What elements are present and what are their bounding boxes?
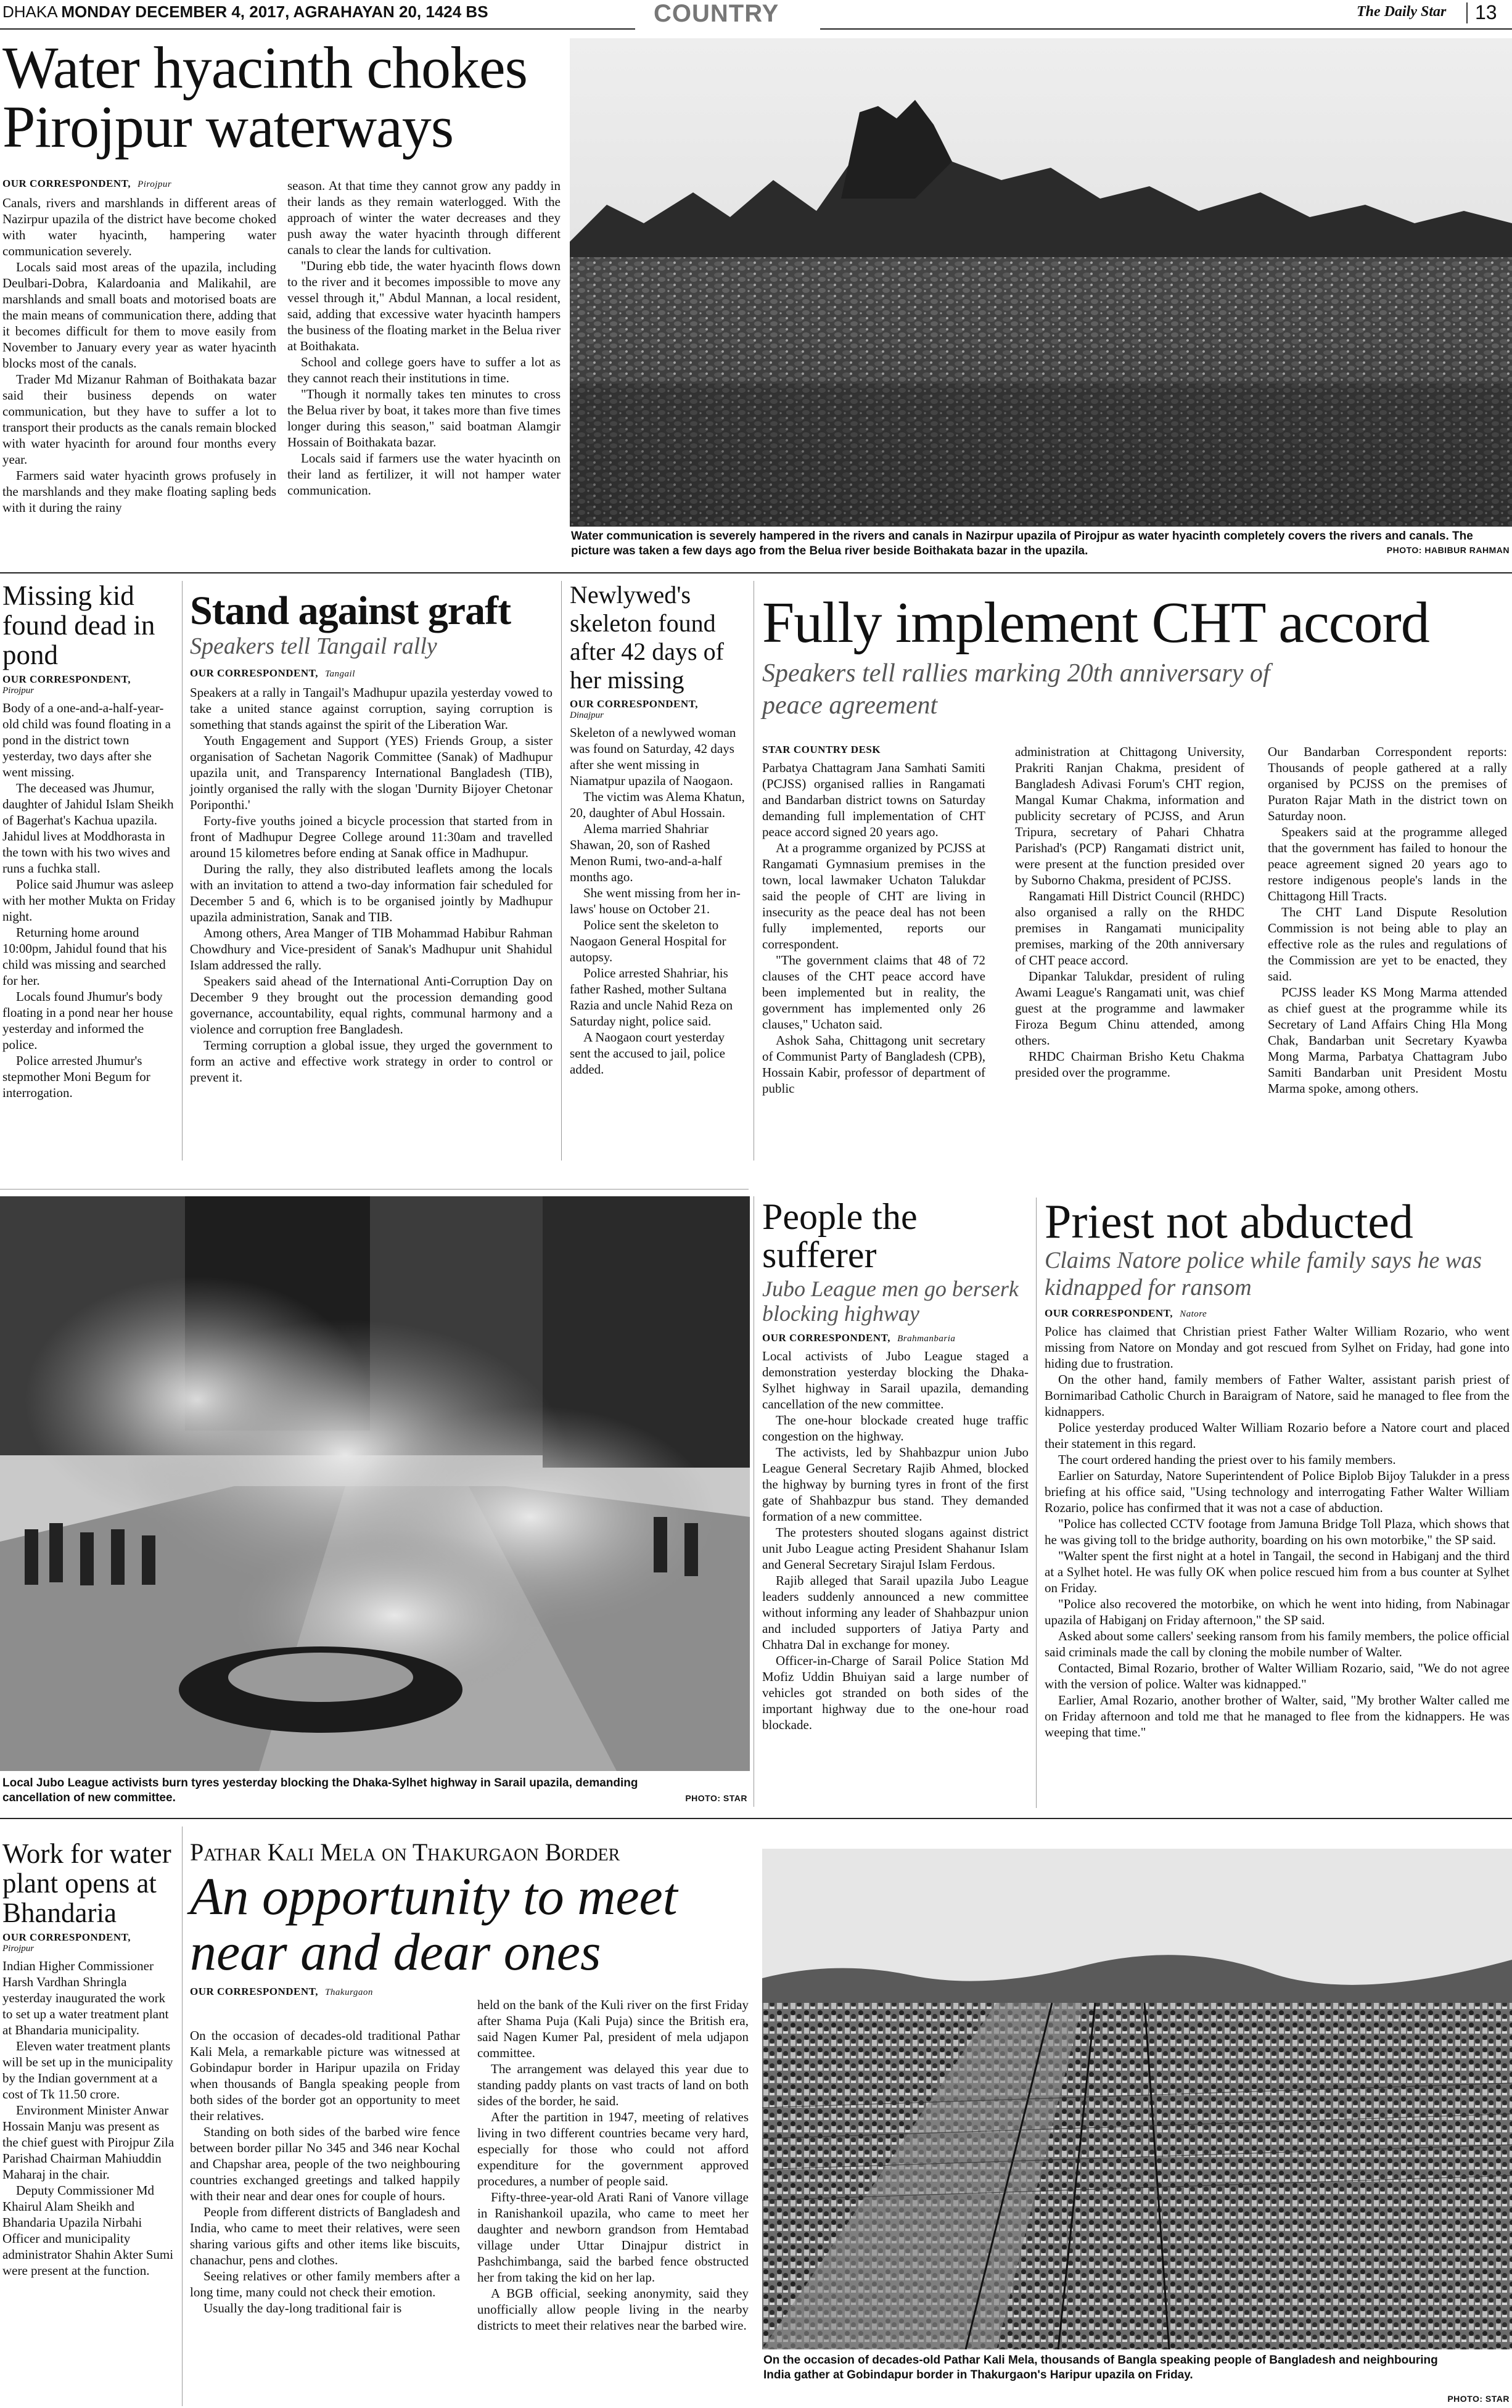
paragraph: During the rally, they also distributed leaflets among the locals with an invitation to attend a two-day information fair scheduled for December 5 and 6, which is to be organised jointly by Madhupur upazila administration, Sanak and TIB. bbox=[190, 861, 553, 924]
column-rule bbox=[182, 1827, 183, 2406]
cht-col1 bbox=[762, 760, 985, 1096]
column-rule bbox=[182, 581, 183, 1161]
headline-cht: Fully implement CHT accord bbox=[762, 591, 1429, 655]
photo-hyacinth bbox=[570, 38, 1512, 527]
paragraph: On the occasion of decades-old traditional Pathar Kali Mela, a remarkable picture was witnessed at Gobindapur border in Haripur upazila on Friday when thousands of Bangla speaking people from both sides of the border got an opportunity to meet their relatives. bbox=[190, 2028, 460, 2123]
masthead-rule bbox=[0, 28, 635, 30]
article-sufferer bbox=[762, 1198, 1029, 1733]
paragraph: Standing on both sides of the barbed wire fence between border pillar No 345 and 346 near Kochal and Chapshar area, people of the two neighbouring countries exchanged greetings and talked happily with their near and dear ones for couple of hours. bbox=[190, 2124, 460, 2203]
headline-water-plant: Work for water plant opens at Bhandaria bbox=[2, 1838, 171, 1928]
paragraph: Our Bandarban Correspondent reports: Thousands of people gathered at a rally organised by PCJSS on the premises of Puraton Rajar Math in the district town on Saturday noon. bbox=[1268, 744, 1507, 823]
mela-col1 bbox=[190, 2028, 460, 2316]
deck-graft: Speakers tell Tangail rally bbox=[190, 633, 437, 659]
mela-col2 bbox=[477, 1997, 749, 2333]
water-plant-body bbox=[2, 1958, 177, 2279]
paragraph: Usually the day-long traditional fair is bbox=[203, 2301, 402, 2316]
caption-mela: On the occasion of decades-old Pathar Kali Mela, thousands of Bangla speaking people of Bangladesh and neighbouring India gather at Gobindapur border in Thakurgaon's Haripur upazila on Friday. bbox=[763, 2354, 1438, 2381]
paragraph: Locals said most areas of the upazila, including Deulbari-Dobra, Kalardoania and Malikahil, are marshlands and small boats and motorised boats are the main means of communication there, adding that it becomes difficult for them to move easily from November to January every year as water hyacinth blocks most of the canals. bbox=[2, 260, 276, 371]
paragraph: Environment Minister Anwar Hossain Manju was present as the chief guest with Pirojpur Zila Parishad Chairman Mahiuddin Maharaj in the chair. bbox=[2, 2103, 175, 2182]
paragraph: Seeing relatives or other family members after a long time, many could not check their emotion. bbox=[190, 2269, 460, 2299]
credit-tyres: PHOTO: STAR bbox=[685, 1793, 747, 1803]
paragraph: Trader Md Mizanur Rahman of Boithakata bazar said their business depends on water communication, but they have to suffer a lot to transport their products as the canals remain blocked with water hyacinth for around four months every year. bbox=[2, 372, 276, 467]
section-rule bbox=[0, 572, 1512, 573]
priest-body bbox=[1045, 1323, 1510, 1740]
photo-tyres bbox=[0, 1196, 750, 1771]
graft-body bbox=[190, 684, 553, 1085]
paragraph: Police yesterday produced Walter William Rozario before a Natore court and placed their statement in this regard. bbox=[1045, 1420, 1510, 1451]
headline-hyacinth: Water hyacinth chokes Pirojpur waterways bbox=[2, 35, 527, 160]
byline-hyacinth bbox=[2, 178, 274, 190]
paragraph: The protesters shouted slogans against district unit Jubo League acting President Shahanur Islam and General Secretary Sirajul Islam Ferdous. bbox=[762, 1525, 1029, 1572]
deck-sufferer: Jubo League men go berserk blocking highway bbox=[762, 1276, 1019, 1326]
paragraph: PCJSS leader KS Mong Marma attended as chief guest at the programme while its Secretary of Land Affairs Ching Hla Mong Chak, Bandarban unit Secretary Kyawba Mong Marma, Parbatya Chattagram Jubo Samiti Bandarban unit President Mostu Marma spoke, among others. bbox=[1268, 985, 1507, 1096]
headline-missing-kid: Missing kid found dead in pond bbox=[2, 580, 155, 670]
credit-hyacinth: PHOTO: HABIBUR RAHMAN bbox=[1386, 545, 1510, 555]
paragraph: Indian Higher Commissioner Harsh Vardhan Shringla yesterday inaugurated the work to set up a water treatment plant at Bhandaria municipality. bbox=[2, 1958, 169, 2037]
border-crowd-photo bbox=[762, 1849, 1512, 2349]
paragraph: Speakers said ahead of the International Anti-Corruption Day on December 9 they brought out the procession demanding good governance, accountability, equal rights, communal harmony and a violence and corruption free Bangladesh. bbox=[190, 974, 553, 1037]
article-water-plant bbox=[2, 1839, 177, 2279]
photo-mela bbox=[762, 1849, 1512, 2349]
credit-mela: PHOTO: STAR bbox=[1447, 2394, 1510, 2404]
paragraph: The deceased was Jhumur, daughter of Jahidul Islam Sheikh of Bagerhat's Kachua upazila. Jahidul lives at Moddhorasta in the town with his two wives and runs a fuchka stall. bbox=[2, 781, 174, 876]
paragraph: The CHT Land Dispute Resolution Commission is not being able to play an effective role as the rules and regulations of the Commission are yet to be enacted, they said. bbox=[1268, 905, 1507, 984]
paragraph: Terming corruption a global issue, they urged the government to form an active and effective work strategy in order to control or prevent it. bbox=[190, 1038, 553, 1085]
headline-graft: Stand against graft bbox=[190, 588, 511, 633]
paragraph: The victim was Alema Khatun, 20, daughter of Abul Hossain. bbox=[570, 789, 745, 820]
paragraph: Canals, rivers and marshlands in different areas of Nazirpur upazila of the district have become choked with water hyacinth, hampering water communication severely. bbox=[2, 195, 276, 258]
byline-location: Pirojpur bbox=[2, 686, 35, 696]
paragraph: Alema married Shahriar Shawan, 20, son of Rashed Menon Rumi, two-and-a-half months ago. bbox=[570, 821, 722, 884]
sufferer-body bbox=[762, 1348, 1029, 1733]
article-hyacinth bbox=[2, 35, 561, 569]
deck-cht: Speakers tell rallies marking 20th anniversary of peace agreement bbox=[762, 659, 1270, 720]
kicker-mela: Pathar Kali Mela on Thakurgaon Border bbox=[190, 1838, 620, 1866]
byline-text: OUR CORRESPONDENT, bbox=[1045, 1307, 1173, 1319]
paragraph: Speakers said at the programme alleged that the government has failed to honour the peace agreement signed 20 years ago to restore indigenous people's lands in the Chittagong Hill Tracts. bbox=[1268, 824, 1507, 903]
paragraph: Youth Engagement and Support (YES) Friends Group, a sister organisation of Sachetan Nagorik Committee (Sanak) of Madhupur upazila unit, and Transparency International Bangladesh (TIB), jointly organised the rally with the slogan 'Durnity Bijoyer Chetonar Poriponthi.' bbox=[190, 733, 553, 812]
paragraph: RHDC Chairman Brisho Ketu Chakma presided over the programme. bbox=[1015, 1049, 1244, 1080]
paragraph: Ashok Saha, Chittagong unit secretary of Communist Party of Bangladesh (CPB), Hossain Kabir, professor of department of public bbox=[762, 1033, 985, 1096]
paragraph: Fifty-three-year-old Arati Rani of Vanore village in Ranishankoil upazila, who came to meet her daughter and newborn grandson from Hemtabad village under Uttar Dinajpur district in Pashchimbanga, said the barbed fence obstructed her from taking the kid on her lap. bbox=[477, 2190, 749, 2285]
missing-kid-body bbox=[2, 700, 177, 1101]
paragraph: Eleven water treatment plants will be set up in the municipality by the Indian government at a cost of Tk 11.50 crore. bbox=[2, 2039, 173, 2102]
paragraph: The court ordered handing the priest over to his family members. bbox=[1058, 1452, 1396, 1467]
article-priest bbox=[1045, 1196, 1510, 1740]
paragraph: "The government claims that 48 of 72 clauses of the CHT peace accord have been implemented but in reality, the government has implemented only 26 clauses," Uchaton said. bbox=[762, 953, 985, 1032]
headline-mela: An opportunity to meet near and dear ones bbox=[190, 1867, 678, 1981]
headline-priest: Priest not abducted bbox=[1045, 1194, 1413, 1248]
byline-location: Pirojpur bbox=[138, 179, 172, 189]
article-cht bbox=[762, 592, 1510, 1172]
article-missing-kid bbox=[2, 581, 177, 1101]
headline-sufferer: People the sufferer bbox=[762, 1196, 918, 1275]
cht-col3 bbox=[1268, 744, 1507, 1096]
byline-text: OUR CORRESPONDENT, bbox=[762, 1332, 890, 1344]
section-label: COUNTRY bbox=[654, 0, 779, 27]
byline-location: Dinajpur bbox=[570, 710, 604, 720]
paragraph: Dipankar Talukdar, president of ruling Awami League's Rangamati unit, was chief guest at the programme and lawmaker Firoza Begum Chinu attended, among others. bbox=[1015, 969, 1244, 1048]
paragraph: Farmers said water hyacinth grows profusely in the marshlands and they make floating sapling beds with it during the rainy bbox=[2, 468, 276, 515]
article-graft bbox=[190, 590, 553, 1085]
paragraph: Returning home around 10:00pm, Jahidul found that his child was missing and searched for her. bbox=[2, 925, 167, 988]
column-rule bbox=[1036, 1198, 1037, 1808]
page-number: 13 bbox=[1475, 1, 1497, 23]
paragraph: Police arrested Shahriar, his father Rashed, mother Sultana Razia and uncle Nahid Reza on Saturday night, police said. bbox=[570, 966, 733, 1029]
dateline-place: DHAKA bbox=[2, 2, 57, 21]
paragraph: A Naogaon court yesterday sent the accused to jail, police added. bbox=[570, 1030, 725, 1077]
headline-skeleton: Newlywed's skeleton found after 42 days of her missing bbox=[570, 581, 724, 694]
paragraph: After the partition in 1947, meeting of relatives living in two different countries became very hard, especially for those who could not afford expenditure for the government approved procedures, a number of people said. bbox=[477, 2110, 749, 2188]
deck-priest: Claims Natore police while family says he was kidnapped for ransom bbox=[1045, 1247, 1482, 1301]
paragraph: Rajib alleged that Sarail upazila Jubo League leaders suddenly announced a new committee without informing any leader of Shahbazpur union and included supporters of Jatiya Party and Chhatra Dal in exchange for money. bbox=[762, 1573, 1029, 1652]
paragraph: Asked about some callers' seeking ransom from his family members, the police official said criminals made the call by cloning the mobile number of Walter. bbox=[1045, 1629, 1510, 1659]
byline-text: OUR CORRESPONDENT, bbox=[2, 178, 131, 189]
paragraph: Locals said if farmers use the water hyacinth on their land as fertilizer, it will not hamper water communication. bbox=[287, 451, 561, 498]
column-rule bbox=[561, 581, 562, 1161]
dateline bbox=[2, 2, 488, 22]
byline-text: OUR CORRESPONDENT, bbox=[2, 1931, 131, 1943]
paper-name: The Daily Star bbox=[1357, 4, 1447, 20]
paragraph: People from different districts of Bangladesh and India, who came to meet their relatives, were seen sharing various gifts and other items like biscuits, chanachur, pens and clothes. bbox=[190, 2205, 460, 2267]
byline-location: Brahmanbaria bbox=[897, 1334, 956, 1344]
paragraph: The one-hour blockade created huge traffic congestion on the highway. bbox=[762, 1413, 1029, 1444]
paragraph: "During ebb tide, the water hyacinth flows down to the river and it becomes impossible to move any vessel through it," Abdul Mannan, a local resident, said, adding that excessive water hyacinth hampers the business of the floating market in the Belua river at Boithakata. bbox=[287, 258, 561, 353]
byline-location: Tangail bbox=[325, 669, 355, 679]
paragraph: "Police also recovered the motorbike, on which he went into hiding, from Nabinagar upazila of Habiganj on Friday afternoon," the SP said. bbox=[1045, 1596, 1510, 1627]
paragraph: Police arrested Jhumur's stepmother Moni Begum for interrogation. bbox=[2, 1053, 150, 1100]
caption-hyacinth: Water communication is severely hampered in the rivers and canals in Nazirpur upazila of Pirojpur as water hyacinth completely covers the rivers and canals. The picture was taken a few days ago from the Belua river beside Boithakata bazar in the upazila. bbox=[571, 530, 1473, 557]
cht-col2 bbox=[1015, 744, 1244, 1080]
paragraph: Police has claimed that Christian priest Father Walter William Rozario, who went missing from Natore on Monday and got rescued from Sylhet on Friday, had gone into hiding due to frustration. bbox=[1045, 1324, 1510, 1371]
paragraph: Deputy Commissioner Md Khairul Alam Sheikh and Bhandaria Upazila Nirbahi Officer and municipality administrator Shahin Akter Sumi were present at the function. bbox=[2, 2183, 174, 2278]
paragraph: Skeleton of a newlywed woman was found on Saturday, 42 days after she went missing in Niamatpur upazila of Naogaon. bbox=[570, 725, 736, 788]
byline-location: Thakurgaon bbox=[325, 1987, 373, 1997]
paragraph: "Walter spent the first night at a hotel in Tangail, the second in Habiganj and the third at a Sylhet hotel. He was fully OK when police rescued him from a bus counter at Sylhet on Friday. bbox=[1045, 1548, 1510, 1595]
page-divider bbox=[1466, 2, 1468, 23]
paragraph: Earlier, Amal Rozario, another brother of Walter, said, "My brother Walter called me on Friday afternoon and told me that he managed to flee from the kidnappers. He was weeping that time." bbox=[1045, 1693, 1510, 1740]
paragraph: Body of a one-and-a-half-year-old child was found floating in a pond in the district town yesterday, two days after she went missing. bbox=[2, 701, 171, 779]
paragraph: held on the bank of the Kuli river on the first Friday after Shama Puja (Kali Puja) since the British era, said Nagen Kumer Pal, president of mela udjapon committee. bbox=[477, 1997, 749, 2060]
paragraph: Earlier on Saturday, Natore Superintendent of Police Biplob Bijoy Talukder in a press briefing at his office said, "Using technology and interrogating Father Walter William Rozario, police has confirmed that it was not a case of abduction. bbox=[1045, 1468, 1510, 1515]
paragraph: A BGB official, seeking anonymity, said they unofficially allow people living in the nearby districts to meet their relatives near the barbed wire. bbox=[477, 2286, 749, 2333]
article-mela bbox=[190, 1839, 749, 2002]
paragraph: The arrangement was delayed this year due to standing paddy plants on vast tracts of land on both sides of the border, he said. bbox=[477, 2061, 749, 2108]
water-hyacinth-photo bbox=[570, 38, 1512, 527]
burning-tyres-photo bbox=[0, 1196, 750, 1771]
paragraph: Among others, Area Manger of TIB Mohammad Habibur Rahman Chowdhury and Vice-president of Sanak's Madhupur unit Shahidul Islam addressed the rally. bbox=[190, 926, 553, 972]
paragraph: administration at Chittagong University, Prakriti Ranjan Chakma, president of Bangladesh Adivasi Forum's CHT region, Mangal Kumar Chakma, information and publicity secretary of PCJSS, and Arun Tripura, secretary of Pahari Chhatra Parishad's (PCP) Rangamati district unit, were present at the function presided over by Suborno Chakma, president of PCJSS. bbox=[1015, 744, 1244, 887]
paragraph: She went missing from her in-laws' house on October 21. bbox=[570, 886, 741, 916]
byline-text: OUR CORRESPONDENT, bbox=[2, 673, 131, 685]
paragraph: season. At that time they cannot grow any paddy in their lands as they remain waterlogged. With the approach of winter the water decreases and they push away the water hyacinth through different canals to clear the lands for cultivation. bbox=[287, 178, 561, 257]
byline-location: Natore bbox=[1180, 1309, 1207, 1319]
byline-text: OUR CORRESPONDENT, bbox=[190, 667, 318, 679]
paragraph: "Police has collected CCTV footage from Jamuna Bridge Toll Plaza, which shows that he was giving toll to the bridge authority, boarding on his own motorbike," the SP said. bbox=[1045, 1516, 1510, 1547]
paragraph: "Though it normally takes ten minutes to cross the Belua river by boat, it takes more than five times longer during this season," said boatman Alamgir Hossain of Boithakata bazar. bbox=[287, 387, 561, 450]
byline-cht: STAR COUNTRY DESK bbox=[762, 744, 881, 755]
paragraph: At a programme organized by PCJSS at Rangamati Gymnasium premises in the town, local lawmaker Uchaton Talukdar said the people of CHT are living in insecurity as the peace deal has not been fully implemented, reports our correspondent. bbox=[762, 840, 985, 951]
section-rule bbox=[0, 1818, 1512, 1819]
paragraph: Local activists of Jubo League staged a demonstration yesterday blocking the Dhaka-Sylhet highway in Sarail upazila, demanding cancellation of the new committee. bbox=[762, 1349, 1029, 1412]
caption-tyres: Local Jubo League activists burn tyres yesterday blocking the Dhaka-Sylhet highway in Sarail upazila, demanding cancellation of new committee. bbox=[2, 1777, 638, 1804]
article-skeleton bbox=[570, 581, 749, 1077]
paragraph: The activists, led by Shahbazpur union Jubo League General Secretary Rajib Ahmed, blocked the highway by burning tyres in front of the first gate of Shahbazpur bus stand. They demanded formation of a new committee. bbox=[762, 1445, 1029, 1524]
byline-location: Pirojpur bbox=[2, 1944, 35, 1954]
paragraph: Police said Jhumur was asleep with her mother Mukta on Friday night. bbox=[2, 877, 176, 924]
masthead bbox=[0, 0, 1512, 31]
byline-text: OUR CORRESPONDENT, bbox=[190, 1986, 318, 1997]
paragraph: Parbatya Chattagram Jana Samhati Samiti (PCJSS) organised rallies in Rangamati and Bandarban district towns on Saturday demanding full implementation of CHT peace accord signed 20 years ago. bbox=[762, 760, 985, 839]
hyacinth-col2 bbox=[287, 178, 561, 498]
dateline-date: MONDAY DECEMBER 4, 2017, AGRAHAYAN 20, 1424 BS bbox=[61, 2, 488, 21]
paragraph: Contacted, Bimal Rozario, brother of Walter William Rozario, said, "We do not agree with the version of police. Walter was kidnapped." bbox=[1045, 1661, 1510, 1691]
byline-text: OUR CORRESPONDENT, bbox=[570, 698, 698, 710]
paragraph: School and college goers have to suffer a lot as they cannot reach their institutions in time. bbox=[287, 355, 561, 385]
hyacinth-col1 bbox=[2, 195, 276, 516]
section-rule bbox=[0, 1189, 749, 1190]
paragraph: On the other hand, family members of Father Walter, assistant parish priest of Bornimaribad Catholic Church in Baraigram of Natore, said he managed to flee from the kidnappers. bbox=[1045, 1372, 1510, 1419]
skeleton-body bbox=[570, 725, 749, 1077]
paragraph: Locals found Jhumur's body floating in a pond near her house yesterday and informed the police. bbox=[2, 989, 173, 1052]
masthead-rule-right bbox=[820, 28, 1512, 30]
paragraph: Officer-in-Charge of Sarail Police Station Md Mofiz Uddin Bhuiyan said a large number of vehicles got stranded on both sides of the important highway due to the one-hour road blockade. bbox=[762, 1653, 1029, 1732]
paragraph: Police sent the skeleton to Naogaon General Hospital for autopsy. bbox=[570, 918, 726, 964]
paragraph: Forty-five youths joined a bicycle procession that started from in front of Madhupur Degree College around 11:30am and travelled around 15 kilometres before ending at Sanak office in Madhupur. bbox=[190, 813, 553, 860]
paragraph: Speakers at a rally in Tangail's Madhupur upazila yesterday vowed to take a united stance against corruption, saying corruption is something that stands against the spirit of the Liberation War. bbox=[190, 685, 553, 732]
paragraph: Rangamati Hill District Council (RHDC) also organised a rally on the RHDC premises in Rangamati municipality premises, marking of the 20th anniversary of CHT peace accord. bbox=[1015, 889, 1244, 968]
